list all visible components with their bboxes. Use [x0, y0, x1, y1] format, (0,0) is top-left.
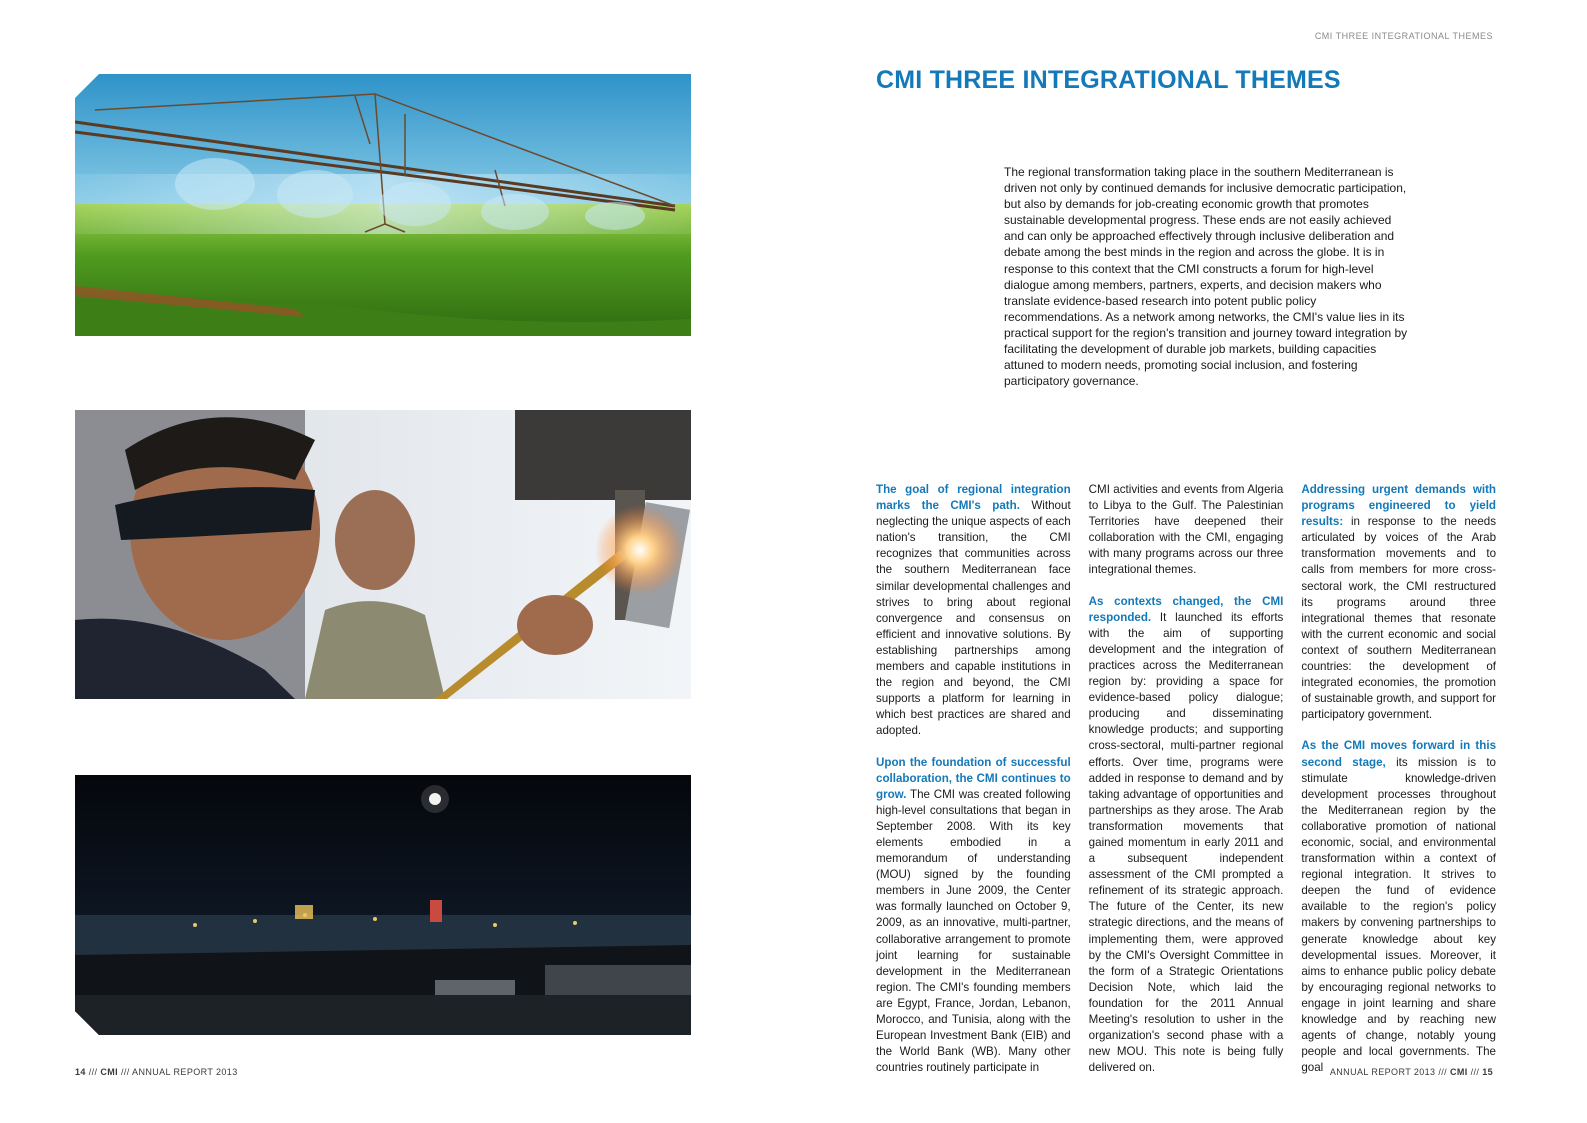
page-title: CMI THREE INTEGRATIONAL THEMES — [876, 66, 1341, 94]
column-2 — [1088, 482, 1284, 1075]
photo-welding-students — [75, 410, 691, 699]
folio-separator: /// — [1438, 1067, 1448, 1077]
paragraph-lead: Addressing urgent demands with programs engineered to yield results: — [1301, 483, 1497, 529]
right-folio — [1330, 1067, 1493, 1077]
paragraph — [876, 755, 1071, 1077]
paragraph — [876, 482, 1071, 740]
right-page-number: 15 — [1482, 1067, 1493, 1077]
paragraph-body: Without neglecting the unique aspects of each nation's transition, the CMI recognizes that communities across the southern Mediterranean face similar developmental challenges and strives to bring about regional convergence and consensus on efficient and innovative solutions. By establishing partnerships among members and capable institutions in the region and beyond, the CMI supports a platform for learning in which best practices are shared and adopted. — [876, 499, 1071, 738]
folio-separator: /// — [120, 1067, 130, 1077]
paragraph-body: It launched its efforts with the aim of supporting development and the integration of practices across the Mediterranean region by: providing a space for evidence-based policy dialogue; producing and disseminating knowledge products; and supporting cross-sectoral, multi-partner regional efforts. Over time, programs were added in response to demand and by taking advantage of opportunities and partnerships as they arose. The Arab transformation movements that gained momentum in early 2011 and a subsequent independent assessment of the CMI prompted a refinement of its strategic approach. The future of the Center, its new strategic directions, and the means of implementing them, were approved by the CMI's Oversight Committee in the form of a Strategic Orientations Decision Note, which laid the foundation for the 2011 Annual Meeting's resolution to usher in the organization's second phase with a new MOU. This note is being fully delivered on. — [1088, 610, 1284, 1075]
paragraph — [1301, 738, 1496, 1076]
paragraph-lead: As the CMI moves forward in this second stage, — [1301, 739, 1497, 769]
folio-brand: CMI — [100, 1067, 119, 1077]
folio-separator: /// — [88, 1067, 98, 1077]
paragraph-lead: As contexts changed, the CMI responded. — [1088, 594, 1284, 624]
photo-night-city — [75, 775, 691, 1035]
running-head: CMI THREE INTEGRATIONAL THEMES — [1314, 31, 1493, 41]
paragraph — [1301, 482, 1496, 723]
paragraph-body: its mission is to stimulate knowledge-driven development processes throughout the Mediterranean region by the collaborative promotion of national economic, social, and environmental transformation within a context of regional integration. It strives to deepen the fund of evidence available to the region's policy makers by convening partnerships to generate knowledge about key developmental issues. Moreover, it aims to enhance public policy debate by encouraging regional networks to engage in joint learning and share knowledge and by reaching new agents of change, notably young people and local governments. The goal — [1301, 755, 1497, 1075]
left-page-number: 14 — [75, 1067, 86, 1077]
left-folio — [75, 1067, 238, 1077]
folio-publication: ANNUAL REPORT 2013 — [1329, 1067, 1436, 1077]
paragraph-lead: Upon the foundation of successful collaboration, the CMI continues to grow. — [876, 755, 1071, 801]
photo-irrigation-field — [75, 74, 691, 336]
paragraph — [1089, 482, 1284, 579]
intro-paragraph: The regional transformation taking place in the southern Mediterranean is driven not only by continued demands for inclusive democratic participation, but also by demands for job-creating economic growth that promotes sustainable developmental progress. These ends are not easily achieved and can only be approached effectively through inclusive deliberation and debate among the best minds in the region and across the globe. It is in response to this context that the CMI constructs a forum for high-level dialogue among members, partners, experts, and decision makers who translate evidence-based research into potent public policy recommendations. As a network among networks, the CMI's value lies in its practical support for the region's transition and journey toward integration by facilitating the development of durable job markets, building capacities attuned to modern needs, promoting social inclusion, and fostering participatory governance. — [1004, 165, 1408, 389]
paragraph — [1089, 594, 1284, 1077]
irrigation-field-image — [75, 74, 691, 336]
folio-separator: /// — [1470, 1067, 1480, 1077]
welding-students-image — [75, 410, 691, 699]
paragraph-body: The CMI was created following high-level consultations that began in September 2008. With its key elements embodied in a memorandum of understanding (MOU) signed by the founding members in June 2009, the Center was formally launched on October 9, 2009, as an innovative, multi-partner, collaborative arrangement to promote joint learning for sustainable development in the Mediterranean region. The CMI's founding members are Egypt, France, Jordan, Lebanon, Morocco, and Tunisia, along with the European Investment Bank (EIB) and the World Bank (WB). Many other countries routinely participate in — [876, 787, 1071, 1075]
night-city-image — [75, 775, 691, 1035]
left-page — [0, 0, 793, 1123]
paragraph-body: CMI activities and events from Algeria to Libya to the Gulf. The Palestinian Territories have deepened their collaboration with the CMI, engaging with many programs across our three integrational themes. — [1088, 483, 1284, 577]
folio-publication: ANNUAL REPORT 2013 — [132, 1067, 238, 1077]
column-1 — [876, 482, 1071, 1075]
paragraph-body: in response to the needs articulated by voices of the Arab transformation movements and to calls from members for more cross-sectoral work, the CMI restructured its programs around three integrational themes that resonate with the current economic and social context of southern Mediterranean countries: the development of integrated economies, the promotion of sustainable growth, and support for participatory government. — [1301, 515, 1497, 722]
paragraph-lead: The goal of regional integration marks the CMI's path. — [876, 483, 1071, 513]
right-page — [794, 0, 1587, 1123]
folio-brand: CMI — [1449, 1067, 1468, 1077]
